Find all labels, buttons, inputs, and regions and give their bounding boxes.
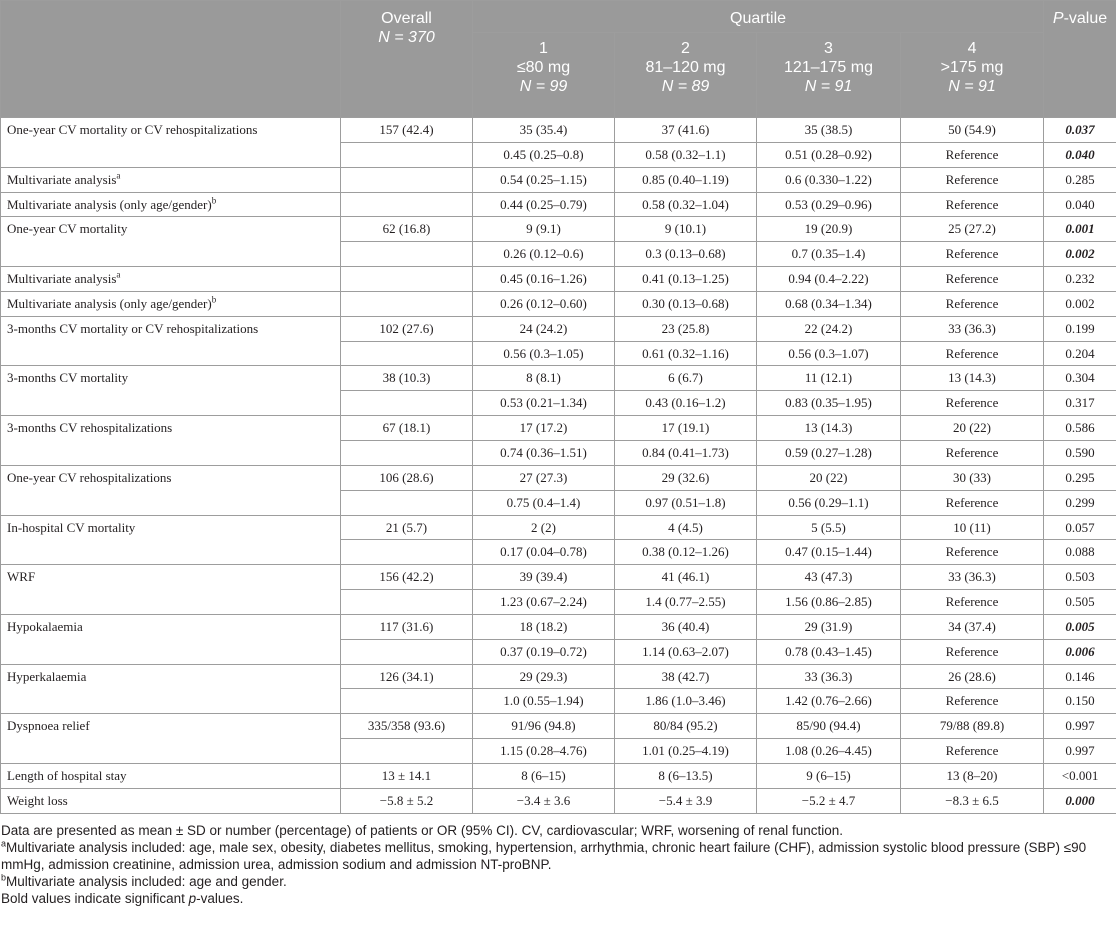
pvalue-cell: 0.295	[1044, 465, 1116, 490]
pvalue-cell: 0.204	[1044, 341, 1116, 366]
pvalue-cell: 0.317	[1044, 391, 1116, 416]
overall-cell: 67 (18.1)	[341, 416, 473, 441]
quartile-1-cell: 0.75 (0.4–1.4)	[473, 490, 615, 515]
quartile-3-cell: 1.08 (0.26–4.45)	[757, 739, 901, 764]
row-label-text: One-year CV mortality	[7, 221, 128, 237]
table-row	[1, 267, 1116, 292]
quartile-4-cell: Reference	[901, 689, 1044, 714]
quartile-2-cell: 6 (6.7)	[615, 366, 757, 391]
row-label	[1, 689, 341, 714]
quartile-2-cell: 36 (40.4)	[615, 614, 757, 639]
table-row	[1, 366, 1116, 391]
quartile-2-cell: 29 (32.6)	[615, 465, 757, 490]
overall-cell	[341, 167, 473, 192]
row-label	[1, 590, 341, 615]
quartile-1-cell: 29 (29.3)	[473, 664, 615, 689]
quartile-1-cell: 0.44 (0.25–0.79)	[473, 192, 615, 217]
quartile-1-cell: 0.45 (0.25–0.8)	[473, 142, 615, 167]
overall-cell	[341, 242, 473, 267]
quartile-2-cell: −5.4 ± 3.9	[615, 788, 757, 813]
table-row	[1, 316, 1116, 341]
quartile-3-cell: 0.78 (0.43–1.45)	[757, 639, 901, 664]
footnote-a-mark: a	[1, 838, 7, 849]
quartile-2-cell: 1.86 (1.0–3.46)	[615, 689, 757, 714]
row-label	[1, 118, 341, 143]
quartile-3-cell: 33 (36.3)	[757, 664, 901, 689]
header-quartile-dose: >175 mg	[940, 59, 1004, 76]
quartile-1-cell: 8 (6–15)	[473, 763, 615, 788]
quartile-2-cell: 0.41 (0.13–1.25)	[615, 267, 757, 292]
quartile-2-cell: 1.4 (0.77–2.55)	[615, 590, 757, 615]
pvalue-cell: 0.146	[1044, 664, 1116, 689]
row-label-footnote-mark: a	[116, 269, 121, 280]
row-label	[1, 291, 341, 316]
table-row	[1, 118, 1116, 143]
overall-cell: 62 (16.8)	[341, 217, 473, 242]
pvalue-cell: 0.150	[1044, 689, 1116, 714]
table-row	[1, 639, 1116, 664]
row-label-text: Multivariate analysis (only age/gender)	[7, 295, 212, 311]
quartile-4-cell: Reference	[901, 540, 1044, 565]
footnote-bold	[1, 890, 1114, 907]
header-quartile-n: N = 89	[661, 78, 710, 95]
quartile-1-cell: 0.37 (0.19–0.72)	[473, 639, 615, 664]
quartile-2-cell: 1.14 (0.63–2.07)	[615, 639, 757, 664]
overall-cell	[341, 291, 473, 316]
table-row	[1, 142, 1116, 167]
pvalue-cell: 0.006	[1044, 639, 1116, 664]
pvalue-cell: 0.057	[1044, 515, 1116, 540]
quartile-3-cell: 0.94 (0.4–2.22)	[757, 267, 901, 292]
pvalue-cell: 0.040	[1044, 192, 1116, 217]
pvalue-cell: 0.002	[1044, 242, 1116, 267]
quartile-3-cell: 43 (47.3)	[757, 565, 901, 590]
quartile-4-cell: Reference	[901, 167, 1044, 192]
table-row	[1, 788, 1116, 813]
overall-cell: 117 (31.6)	[341, 614, 473, 639]
quartile-3-cell: 5 (5.5)	[757, 515, 901, 540]
header-quartile-num: 4	[967, 40, 977, 57]
header-quartile-num: 1	[539, 40, 548, 57]
row-label	[1, 391, 341, 416]
overall-cell: 38 (10.3)	[341, 366, 473, 391]
table-row	[1, 416, 1116, 441]
quartile-2-cell: 0.30 (0.13–0.68)	[615, 291, 757, 316]
quartile-2-cell: 4 (4.5)	[615, 515, 757, 540]
quartile-1-cell: 35 (35.4)	[473, 118, 615, 143]
header-quartile-4	[901, 33, 1044, 118]
quartile-2-cell: 41 (46.1)	[615, 565, 757, 590]
quartile-4-cell: 30 (33)	[901, 465, 1044, 490]
header-pvalue-rest: -value	[1063, 10, 1108, 27]
pvalue-cell: 0.037	[1044, 118, 1116, 143]
header-quartile-dose: 81–120 mg	[645, 59, 726, 76]
overall-cell: 21 (5.7)	[341, 515, 473, 540]
overall-cell: 13 ± 14.1	[341, 763, 473, 788]
row-label	[1, 515, 341, 540]
quartile-4-cell: Reference	[901, 490, 1044, 515]
quartile-3-cell: 29 (31.9)	[757, 614, 901, 639]
quartile-2-cell: 0.43 (0.16–1.2)	[615, 391, 757, 416]
overall-cell: 126 (34.1)	[341, 664, 473, 689]
header-quartile-1	[473, 33, 615, 118]
row-label-text: 3-months CV mortality	[7, 370, 129, 386]
quartile-3-cell: 9 (6–15)	[757, 763, 901, 788]
pvalue-cell: 0.002	[1044, 291, 1116, 316]
row-label	[1, 714, 341, 739]
quartile-2-cell: 38 (42.7)	[615, 664, 757, 689]
footnote-bold-p: p	[188, 890, 197, 906]
row-label-text: Hypokalaemia	[7, 618, 83, 634]
row-label-text: One-year CV rehospitalizations	[7, 469, 172, 485]
header-quartile-2	[615, 33, 757, 118]
row-label-text: Weight loss	[7, 792, 68, 808]
overall-cell: 157 (42.4)	[341, 118, 473, 143]
row-label	[1, 565, 341, 590]
pvalue-cell: 0.997	[1044, 739, 1116, 764]
quartile-3-cell: 22 (24.2)	[757, 316, 901, 341]
quartile-3-cell: 0.83 (0.35–1.95)	[757, 391, 901, 416]
quartile-4-cell: Reference	[901, 739, 1044, 764]
overall-cell	[341, 540, 473, 565]
row-label-text: 3-months CV mortality or CV rehospitalizations	[7, 320, 259, 336]
quartile-3-cell: 0.47 (0.15–1.44)	[757, 540, 901, 565]
row-label-text: 3-months CV rehospitalizations	[7, 420, 173, 436]
row-label	[1, 739, 341, 764]
footnote-bold-pre: Bold values indicate significant	[1, 890, 189, 906]
row-label-text: WRF	[7, 569, 36, 585]
quartile-1-cell: 1.15 (0.28–4.76)	[473, 739, 615, 764]
quartile-2-cell: 0.61 (0.32–1.16)	[615, 341, 757, 366]
pvalue-cell: 0.001	[1044, 217, 1116, 242]
pvalue-cell: 0.590	[1044, 440, 1116, 465]
quartile-1-cell: −3.4 ± 3.6	[473, 788, 615, 813]
quartile-4-cell: Reference	[901, 242, 1044, 267]
row-label	[1, 217, 341, 242]
quartile-2-cell: 1.01 (0.25–4.19)	[615, 739, 757, 764]
quartile-3-cell: 0.56 (0.29–1.1)	[757, 490, 901, 515]
row-label-text: Multivariate analysis	[7, 271, 117, 287]
quartile-3-cell: 20 (22)	[757, 465, 901, 490]
row-label	[1, 614, 341, 639]
row-label	[1, 416, 341, 441]
quartile-1-cell: 0.17 (0.04–0.78)	[473, 540, 615, 565]
overall-cell	[341, 490, 473, 515]
quartile-2-cell: 0.97 (0.51–1.8)	[615, 490, 757, 515]
row-label-text: In-hospital CV mortality	[7, 519, 136, 535]
header-overall	[341, 1, 473, 118]
quartile-4-cell: Reference	[901, 639, 1044, 664]
header-quartile-n: N = 91	[948, 78, 996, 95]
quartile-4-cell: 10 (11)	[901, 515, 1044, 540]
pvalue-cell: 0.586	[1044, 416, 1116, 441]
table-row	[1, 714, 1116, 739]
table-row	[1, 664, 1116, 689]
overall-cell	[341, 440, 473, 465]
quartile-1-cell: 0.26 (0.12–0.60)	[473, 291, 615, 316]
overall-cell	[341, 192, 473, 217]
quartile-1-cell: 27 (27.3)	[473, 465, 615, 490]
quartile-3-cell: 1.42 (0.76–2.66)	[757, 689, 901, 714]
quartile-3-cell: 0.53 (0.29–0.96)	[757, 192, 901, 217]
header-quartile-num: 3	[824, 40, 833, 57]
pvalue-cell: 0.299	[1044, 490, 1116, 515]
table-row	[1, 490, 1116, 515]
quartile-4-cell: Reference	[901, 142, 1044, 167]
table-row	[1, 565, 1116, 590]
quartile-1-cell: 8 (8.1)	[473, 366, 615, 391]
quartile-1-cell: 0.74 (0.36–1.51)	[473, 440, 615, 465]
table-row	[1, 689, 1116, 714]
pvalue-cell: <0.001	[1044, 763, 1116, 788]
row-label-footnote-mark: b	[211, 294, 217, 305]
overall-cell	[341, 341, 473, 366]
quartile-4-cell: 20 (22)	[901, 416, 1044, 441]
quartile-3-cell: −5.2 ± 4.7	[757, 788, 901, 813]
quartile-2-cell: 0.84 (0.41–1.73)	[615, 440, 757, 465]
row-label	[1, 192, 341, 217]
quartile-4-cell: 50 (54.9)	[901, 118, 1044, 143]
pvalue-cell: 0.505	[1044, 590, 1116, 615]
quartile-1-cell: 0.26 (0.12–0.6)	[473, 242, 615, 267]
footnote-a-text: Multivariate analysis included: age, male sex, obesity, diabetes mellitus, smoking, hypertension, arrhythmia, chronic heart failure (CHF), admission systolic blood pressure (SBP) ≤90 mmHg, admission creatinine, admission urea, admission sodium and admission NT-proBNP.	[1, 839, 1087, 872]
pvalue-cell: 0.997	[1044, 714, 1116, 739]
table-row	[1, 291, 1116, 316]
table-row	[1, 341, 1116, 366]
table-row	[1, 739, 1116, 764]
quartile-3-cell: 19 (20.9)	[757, 217, 901, 242]
overall-cell	[341, 689, 473, 714]
header-quartile: Quartile	[473, 1, 1044, 33]
quartile-4-cell: 33 (36.3)	[901, 565, 1044, 590]
table-row	[1, 192, 1116, 217]
row-label-text: Multivariate analysis (only age/gender)	[7, 196, 212, 212]
quartile-2-cell: 23 (25.8)	[615, 316, 757, 341]
quartile-4-cell: Reference	[901, 267, 1044, 292]
header-quartile-dose: 121–175 mg	[784, 59, 873, 76]
header-quartile-n: N = 99	[519, 78, 568, 95]
row-label	[1, 167, 341, 192]
row-label-text: Multivariate analysis	[7, 171, 117, 187]
quartile-1-cell: 0.45 (0.16–1.26)	[473, 267, 615, 292]
overall-cell	[341, 142, 473, 167]
table-row	[1, 540, 1116, 565]
quartile-3-cell: 0.6 (0.330–1.22)	[757, 167, 901, 192]
quartile-1-cell: 17 (17.2)	[473, 416, 615, 441]
overall-cell	[341, 267, 473, 292]
quartile-3-cell: 1.56 (0.86–2.85)	[757, 590, 901, 615]
pvalue-cell: 0.040	[1044, 142, 1116, 167]
footnote-b-text: Multivariate analysis included: age and gender.	[6, 873, 287, 889]
header-quartile-3	[757, 33, 901, 118]
quartile-3-cell: 11 (12.1)	[757, 366, 901, 391]
pvalue-cell: 0.232	[1044, 267, 1116, 292]
header-quartile-n: N = 91	[804, 78, 853, 95]
table-row	[1, 465, 1116, 490]
footnote-general: Data are presented as mean ± SD or number (percentage) of patients or OR (95% CI). CV, cardiovascular; WRF, worsening of renal function.	[1, 822, 844, 838]
quartile-3-cell: 0.56 (0.3–1.07)	[757, 341, 901, 366]
header-pvalue-italic: P	[1052, 10, 1064, 27]
quartile-4-cell: −8.3 ± 6.5	[901, 788, 1044, 813]
quartile-1-cell: 0.56 (0.3–1.05)	[473, 341, 615, 366]
row-label	[1, 341, 341, 366]
pvalue-cell: 0.000	[1044, 788, 1116, 813]
header-quartile-dose: ≤80 mg	[516, 59, 571, 76]
quartile-4-cell: Reference	[901, 440, 1044, 465]
quartile-2-cell: 37 (41.6)	[615, 118, 757, 143]
row-label	[1, 639, 341, 664]
row-label	[1, 664, 341, 689]
quartile-2-cell: 80/84 (95.2)	[615, 714, 757, 739]
pvalue-cell: 0.304	[1044, 366, 1116, 391]
table-row	[1, 614, 1116, 639]
footnote-bold-post: -values.	[196, 890, 244, 906]
pvalue-cell: 0.285	[1044, 167, 1116, 192]
row-label-text: Hyperkalaemia	[7, 668, 87, 684]
footnote-b	[1, 873, 1114, 890]
pvalue-cell: 0.503	[1044, 565, 1116, 590]
quartile-3-cell: 35 (38.5)	[757, 118, 901, 143]
quartile-1-cell: 39 (39.4)	[473, 565, 615, 590]
quartile-3-cell: 0.59 (0.27–1.28)	[757, 440, 901, 465]
table-row	[1, 167, 1116, 192]
quartile-2-cell: 0.58 (0.32–1.1)	[615, 142, 757, 167]
quartile-4-cell: 33 (36.3)	[901, 316, 1044, 341]
quartile-3-cell: 0.68 (0.34–1.34)	[757, 291, 901, 316]
quartile-1-cell: 9 (9.1)	[473, 217, 615, 242]
quartile-3-cell: 85/90 (94.4)	[757, 714, 901, 739]
row-label	[1, 788, 341, 813]
quartile-4-cell: Reference	[901, 291, 1044, 316]
table-row	[1, 242, 1116, 267]
header-pvalue	[1044, 1, 1116, 118]
pvalue-cell: 0.199	[1044, 316, 1116, 341]
table-row	[1, 391, 1116, 416]
quartile-2-cell: 0.38 (0.12–1.26)	[615, 540, 757, 565]
row-label	[1, 540, 341, 565]
quartile-1-cell: 0.53 (0.21–1.34)	[473, 391, 615, 416]
table-row	[1, 440, 1116, 465]
row-label	[1, 366, 341, 391]
footnote-b-mark: b	[1, 872, 7, 883]
quartile-2-cell: 0.58 (0.32–1.04)	[615, 192, 757, 217]
quartile-4-cell: 79/88 (89.8)	[901, 714, 1044, 739]
overall-cell: −5.8 ± 5.2	[341, 788, 473, 813]
quartile-3-cell: 0.51 (0.28–0.92)	[757, 142, 901, 167]
table-row	[1, 515, 1116, 540]
quartile-1-cell: 91/96 (94.8)	[473, 714, 615, 739]
row-label	[1, 142, 341, 167]
table-row	[1, 590, 1116, 615]
row-label	[1, 440, 341, 465]
quartile-4-cell: Reference	[901, 590, 1044, 615]
row-label	[1, 490, 341, 515]
quartile-4-cell: 13 (14.3)	[901, 366, 1044, 391]
quartile-1-cell: 18 (18.2)	[473, 614, 615, 639]
overall-cell	[341, 739, 473, 764]
quartile-4-cell: Reference	[901, 391, 1044, 416]
row-label	[1, 267, 341, 292]
overall-cell: 106 (28.6)	[341, 465, 473, 490]
overall-cell: 102 (27.6)	[341, 316, 473, 341]
row-label-text: Length of hospital stay	[7, 767, 127, 783]
footnote-a	[1, 839, 1114, 873]
quartile-3-cell: 13 (14.3)	[757, 416, 901, 441]
quartile-1-cell: 24 (24.2)	[473, 316, 615, 341]
header-overall-label: Overall	[381, 10, 432, 27]
header-quartile-num: 2	[681, 40, 690, 57]
quartile-3-cell: 0.7 (0.35–1.4)	[757, 242, 901, 267]
row-label	[1, 316, 341, 341]
pvalue-cell: 0.005	[1044, 614, 1116, 639]
overall-cell	[341, 391, 473, 416]
overall-cell	[341, 639, 473, 664]
table-row	[1, 763, 1116, 788]
quartile-4-cell: 26 (28.6)	[901, 664, 1044, 689]
quartile-4-cell: Reference	[901, 192, 1044, 217]
row-label	[1, 465, 341, 490]
header-empty-cell	[1, 1, 341, 118]
quartile-1-cell: 0.54 (0.25–1.15)	[473, 167, 615, 192]
pvalue-cell: 0.088	[1044, 540, 1116, 565]
row-label-text: One-year CV mortality or CV rehospitalizations	[7, 122, 258, 137]
quartile-1-cell: 1.23 (0.67–2.24)	[473, 590, 615, 615]
row-label	[1, 242, 341, 267]
quartile-4-cell: 34 (37.4)	[901, 614, 1044, 639]
row-label-text: Dyspnoea relief	[7, 718, 90, 734]
row-label	[1, 763, 341, 788]
quartile-4-cell: Reference	[901, 341, 1044, 366]
quartile-2-cell: 17 (19.1)	[615, 416, 757, 441]
quartile-2-cell: 8 (6–13.5)	[615, 763, 757, 788]
quartile-4-cell: 25 (27.2)	[901, 217, 1044, 242]
quartile-4-cell: 13 (8–20)	[901, 763, 1044, 788]
overall-cell	[341, 590, 473, 615]
quartile-2-cell: 0.85 (0.40–1.19)	[615, 167, 757, 192]
quartile-2-cell: 9 (10.1)	[615, 217, 757, 242]
row-label-footnote-mark: a	[116, 170, 121, 181]
table-row	[1, 217, 1116, 242]
quartile-1-cell: 2 (2)	[473, 515, 615, 540]
row-label-footnote-mark: b	[211, 195, 217, 206]
quartile-2-cell: 0.3 (0.13–0.68)	[615, 242, 757, 267]
overall-cell: 335/358 (93.6)	[341, 714, 473, 739]
header-overall-n: N = 370	[378, 29, 435, 46]
overall-cell: 156 (42.2)	[341, 565, 473, 590]
quartile-1-cell: 1.0 (0.55–1.94)	[473, 689, 615, 714]
table-footnotes	[0, 814, 1116, 907]
